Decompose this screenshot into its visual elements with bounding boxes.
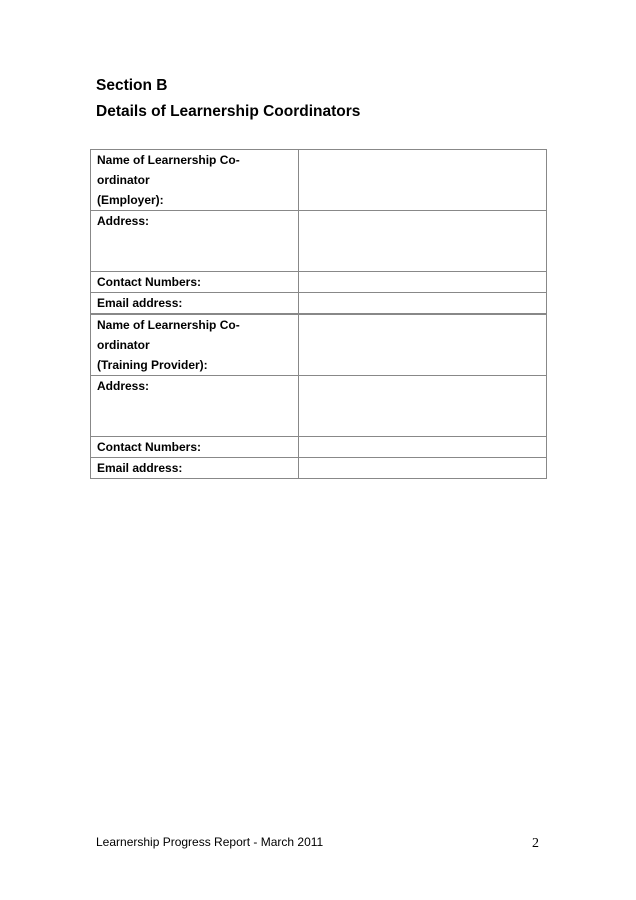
address-field[interactable] [299, 376, 547, 437]
table-row [91, 150, 547, 211]
name-field[interactable] [299, 315, 547, 376]
address-field[interactable] [299, 211, 547, 272]
table-row [91, 211, 547, 272]
name-label [91, 315, 299, 376]
name-field[interactable] [299, 150, 547, 211]
table-row [91, 458, 547, 479]
label-line: Name of Learnership Co-ordinator [97, 153, 240, 187]
training-provider-coordinator-table [90, 314, 547, 479]
contact-numbers-label: Contact Numbers: [91, 272, 299, 293]
contact-numbers-field[interactable] [299, 272, 547, 293]
contact-numbers-field[interactable] [299, 437, 547, 458]
email-field[interactable] [299, 458, 547, 479]
table-row [91, 315, 547, 376]
email-label: Email address: [91, 293, 299, 314]
label-line: (Employer): [97, 193, 164, 207]
section-title: Section B [96, 77, 168, 94]
name-label [91, 150, 299, 211]
section-subtitle: Details of Learnership Coordinators [96, 103, 361, 120]
email-field[interactable] [299, 293, 547, 314]
address-label: Address: [91, 376, 299, 437]
table-row [91, 272, 547, 293]
label-line: Name of Learnership Co-ordinator [97, 318, 240, 352]
table-row [91, 437, 547, 458]
label-line: (Training Provider): [97, 358, 208, 372]
employer-coordinator-table [90, 149, 547, 314]
page-number: 2 [532, 836, 539, 851]
email-label: Email address: [91, 458, 299, 479]
table-row [91, 293, 547, 314]
address-label: Address: [91, 211, 299, 272]
table-row [91, 376, 547, 437]
contact-numbers-label: Contact Numbers: [91, 437, 299, 458]
footer-text: Learnership Progress Report - March 2011 [96, 835, 324, 849]
